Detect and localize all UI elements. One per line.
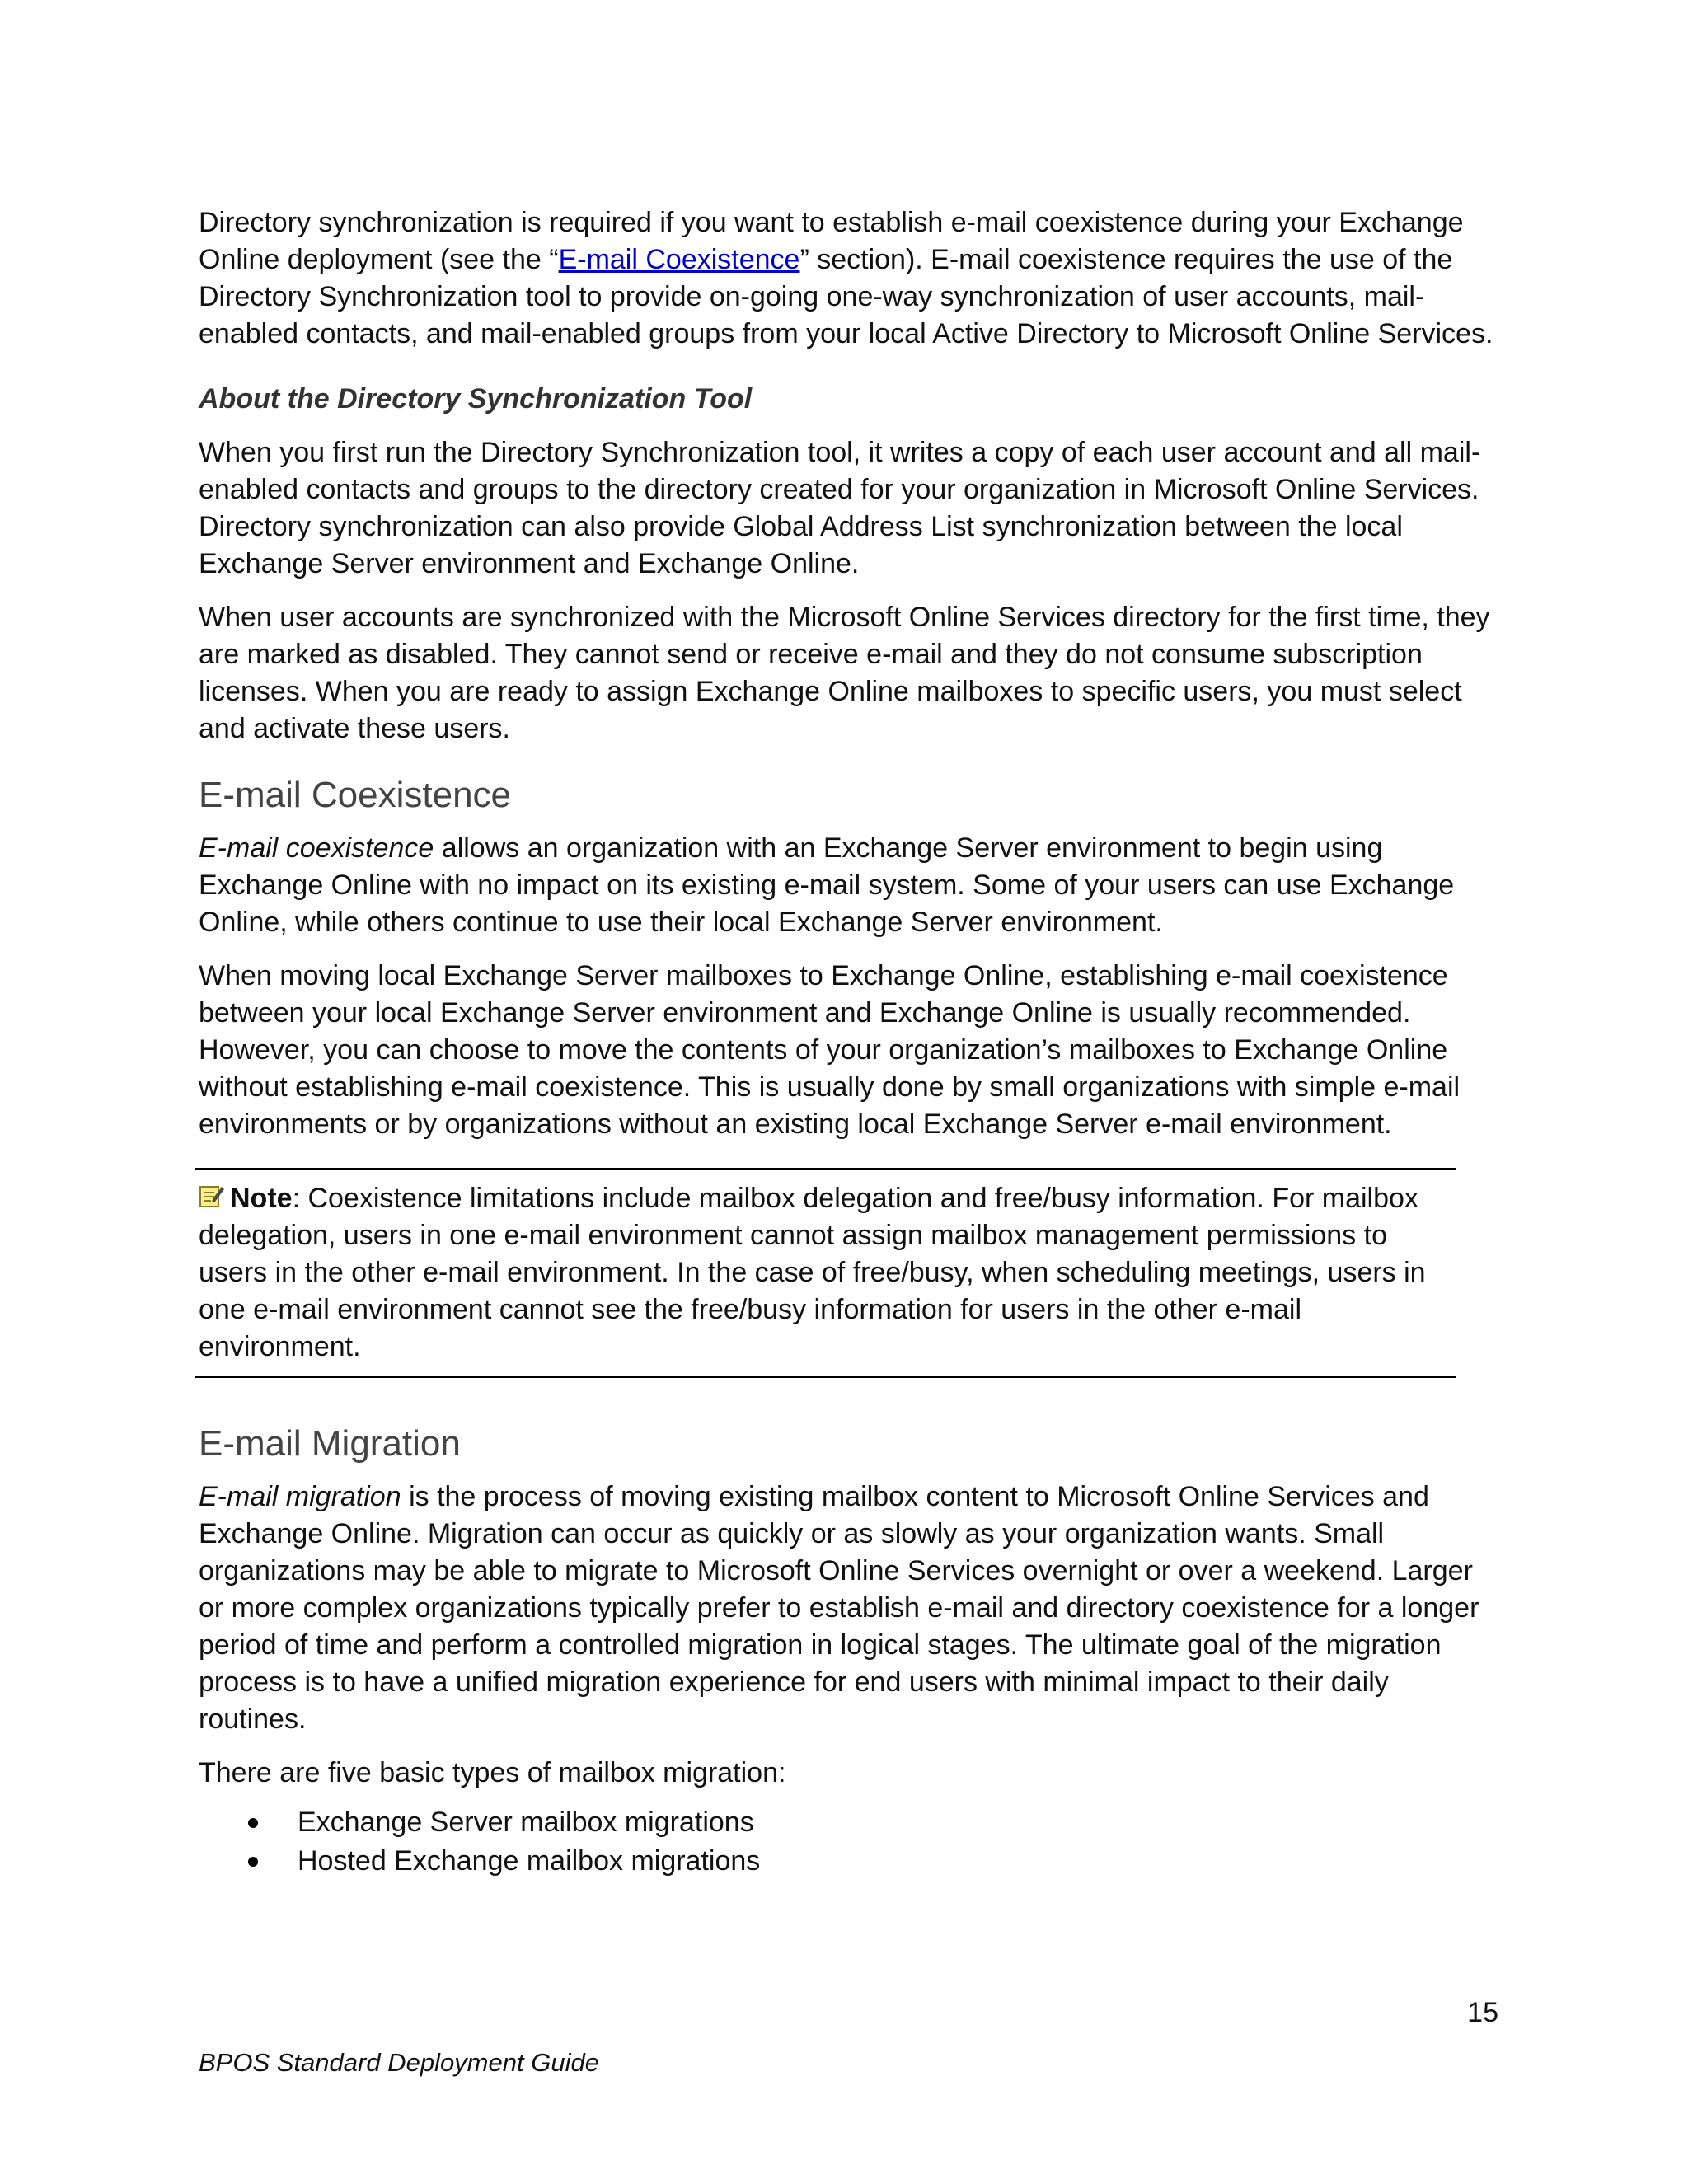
dirsync-paragraph-1: When you first run the Directory Synchronization tool, it writes a copy of each user account and all mail-enabled contacts and groups to the directory created for your organization in Microsoft Online Services. Directory synchronization can also provide Global Address List synchronization between the local Exchange Server environment and Exchange Online. [199,437,1481,579]
list-item-text: Exchange Server mailbox migrations [298,1807,754,1838]
list-item [248,1842,1501,1881]
migration-types-list [199,1803,1501,1881]
subheading-dirsync-tool: About the Directory Synchronization Tool [199,383,753,415]
intro-text-end: ” section). E-mail coexistence requires the use of the Directory Synchronization tool to provide on-going one-way synchronization of user accounts, mail-enabled contacts, and mail-enabled groups from your local Active Directory to Microsoft Online Services. [199,244,1493,349]
coexistence-paragraph-1 [199,830,1501,941]
intro-paragraph [199,204,1501,353]
note-label: Note [230,1183,293,1214]
list-item [248,1803,1501,1842]
migration-paragraph-1-text: is the process of moving existing mailbox content to Microsoft Online Services and Exchange Online. Migration can occur as quickly or as slowly as your organization wants. Small organizations may be able to migrate to Microsoft Online Services overnight or over a weekend. Larger or more complex organizations typically prefer to establish e-mail and directory coexistence for a longer period of time and perform a controlled migration in logical stages. The ultimate goal of the migration process is to have a unified migration experience for end users with minimal impact to their daily routines. [199,1481,1479,1735]
page-content [199,204,1501,1881]
heading-email-migration: E-mail Migration [199,1423,461,1464]
migration-paragraph-1 [199,1479,1501,1738]
migration-term: E-mail migration [199,1481,401,1512]
intro-text-start: Directory synchronization is required if you want to establish e-mail coexistence during your Exchange Online deployment (see the “ [199,207,1464,275]
note-paragraph [199,1180,1451,1366]
bullet-icon [248,1857,258,1867]
heading-email-coexistence: E-mail Coexistence [199,775,512,815]
email-coexistence-link[interactable]: E-mail Coexistence [558,244,800,275]
coexistence-paragraph-2: When moving local Exchange Server mailboxes to Exchange Online, establishing e-mail coexistence between your local Exchange Server environment and Exchange Online is usually recommended. However, you can choose to move the contents of your organization’s mailboxes to Exchange Online without establishing e-mail coexistence. This is usually done by small organizations with simple e-mail environments or by organizations without an existing local Exchange Server e-mail environment. [199,960,1461,1140]
coexistence-paragraph-1-text: allows an organization with an Exchange Server environment to begin using Exchange Online with no impact on its existing e-mail system. Some of your users can use Exchange Online, while others continue to use their local Exchange Server environment. [199,832,1455,938]
coexistence-term: E-mail coexistence [199,832,434,864]
footer-title: BPOS Standard Deployment Guide [199,2048,599,2077]
note-text: : Coexistence limitations include mailbox delegation and free/busy information. For mailbox delegation, users in one e-mail environment cannot assign mailbox management permissions to users in the other e-mail environment. In the case of free/busy, when scheduling meetings, users in one e-mail environment cannot see the free/busy information for users in the other e-mail environment. [199,1183,1426,1362]
bullet-icon [248,1818,258,1828]
page-number: 15 [1467,1997,1498,2028]
list-item-text: Hosted Exchange mailbox migrations [298,1845,761,1877]
migration-paragraph-2: There are five basic types of mailbox migration: [199,1757,786,1788]
dirsync-paragraph-2: When user accounts are synchronized with the Microsoft Online Services directory for the first time, they are marked as disabled. They cannot send or receive e-mail and they do not consume subscription licenses. When you are ready to assign Exchange Online mailboxes to specific users, you must select and activate these users. [199,602,1490,744]
note-box [195,1168,1456,1378]
note-pencil-icon [199,1182,225,1208]
